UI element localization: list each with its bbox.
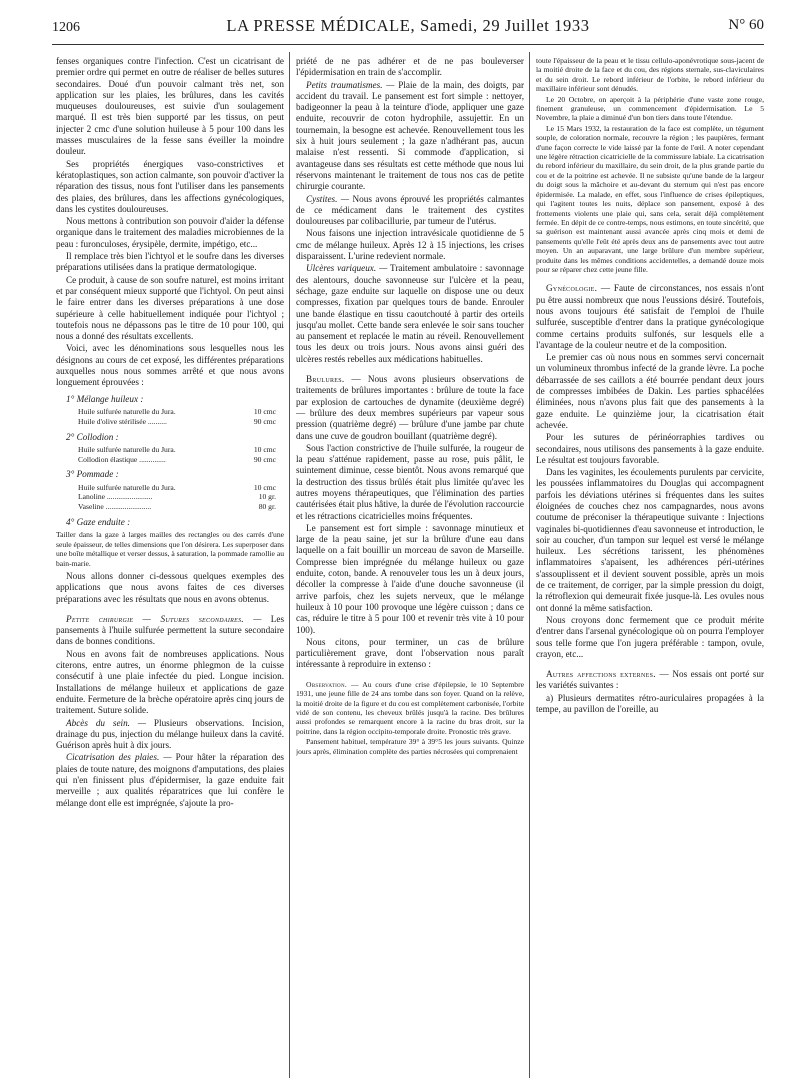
paragraph: Gynécologie. — Faute de circonstances, nos essais n'ont pu être aussi nombreux que nous l'eussions désiré. Toutefois, nous avons toujours été satisfait de l'emploi de l'huile sulfurée, susceptible d'entrer dans la pratique gynécologique comme certains produits sulfonés, sur lesquels elle a l'avantage de la couleur neutre et de la composition. xyxy=(536,283,764,350)
ingredient: Vaseline ........................ xyxy=(78,502,152,512)
column-2 xyxy=(296,56,524,1076)
paragraph: Ulcères variqueux. — Traitement ambulatoire : savonnage des alentours, douche savonneuse sur l'ulcère et la peau, séchage, gaze enduite sur laquelle on dispose une ou deux compresses, fixation par quelques tours de bande. Enrouler une bande élastique en tissu caoutchouté à partir des orteils jusqu'au mollet. Cette bande sera enlevée le soir sans toucher au pansement et replacée le matin au réveil. Renouvellement tous les deux ou trois jours. Nous avons ainsi guéri des ulcères restés rebelles aux médications habituelles. xyxy=(296,263,524,364)
formula-1 xyxy=(56,394,284,427)
paragraph: Brulures. — Nous avons plusieurs observations de traitements de brûlures importantes : brûlure de toute la face par explosion de cartouches de dynamite (deuxième degré) — brûlure des deux membres supérieurs par vapeur sous pression (quatrième degré) — brûlure d'une jambe par chute dans une cuve de goudron bouillant (quatrième degré). xyxy=(296,374,524,441)
quantity: 10 gr. xyxy=(258,492,276,502)
section-heading: Autres affections externes. — xyxy=(546,669,669,680)
formula-row xyxy=(56,502,284,512)
paragraph: Nous croyons donc fermement que ce produit mérite d'entrer dans l'arsenal gynécologique où on pourra l'employer sous telle forme que l'on jugera préférable : tampon, ovule, crayon, etc... xyxy=(536,614,764,659)
paragraph: Pansement habituel, température 39° à 39°5 les jours suivants. Quinze jours après, élimination complète des parties nécrosées qui comprenaient xyxy=(296,737,524,756)
paragraph: Le 20 Octobre, on aperçoit à la périphérie d'une vaste zone rouge, finement granuleuse, un commencement d'épidermisation. Le 5 Novembre, la plaie a diminué d'un bon tiers dans toute l'étendue. xyxy=(536,94,764,123)
paragraph: Nous mettons à contribution son pouvoir d'aider la défense organique dans le traitement des maladies microbiennes de la peau : furonculoses, érysipèle, dermite, impétigo, etc... xyxy=(56,216,284,249)
section-heading: Brulures. — xyxy=(306,374,362,385)
subsection-heading: Cicatrisation des plaies. — xyxy=(66,752,172,763)
masthead xyxy=(52,14,764,44)
paragraph: Sous l'action constrictive de l'huile sulfurée, la rougeur de la peau s'atténue rapidement, passe au rose, puis pâlit, le suintement diminue, cesse bientôt. Nous avons remarqué que la destruction des tissus brûlés était plus limitée qu'avec les autres moyens thérapeutiques, que l'élimination des parties cautérisées était plus hâtive, la durée de l'évolution raccourcie et les rétractions cicatricielles moins fréquentes. xyxy=(296,442,524,521)
formula-title: 4° Gaze enduite : xyxy=(66,517,131,528)
quantity: 80 gr. xyxy=(258,502,276,512)
paragraph: Ses propriétés énergiques vaso-constrictives et kératoplastiques, son action calmante, son pouvoir d'activer la réparation des tissus, nous font l'utiliser dans les pansements des plaies, des brûlures, dans les affections gynécologiques, dans les cystites douloureuses. xyxy=(56,158,284,214)
section-heading: Observation. — xyxy=(306,679,359,689)
formula-row xyxy=(56,492,284,502)
formula-row xyxy=(56,445,284,455)
quantity: 10 cmc xyxy=(253,444,276,454)
paragraph: Cystites. — Nous avons éprouvé les propriétés calmantes de ce médicament dans le traitement des cystites douloureuses par colibacillurie, par tumeur de l'utérus. xyxy=(296,193,524,227)
ingredient: Collodion élastique .............. xyxy=(78,454,166,464)
quantity: 10 cmc xyxy=(253,406,276,416)
column-3 xyxy=(536,56,764,1076)
subsection-heading: Petits traumatismes. — xyxy=(306,79,395,90)
paragraph: Abcès du sein. — Plusieurs observations. Incision, drainage du pus, injection du mélange huileux dans la cavité. Guérison après huit à dix jours. xyxy=(56,717,284,751)
paragraph: Autres affections externes. — Nos essais ont porté sur les variétés suivantes : xyxy=(536,669,764,691)
paragraph: Observation. — Au cours d'une crise d'épilepsie, le 10 Septembre 1931, une jeune fille de 24 ans tombe dans son foyer. Quand on la relève, la moitié droite de la figure et du cou est complètement carbonisée, l'orbite vidé de son contenu, les cheveux brûlés jusqu'à la racine. Des brûlures aussi profondes se remarquent encore à la racine du bras droit, sur la poitrine, dans la région occipito-temporale droite. Pronostic très grave. xyxy=(296,679,524,736)
paragraph: priété de ne pas adhérer et de ne pas bouleverser l'épidermisation en train de s'accomplir. xyxy=(296,56,524,78)
formula-title: 2° Collodion : xyxy=(66,431,119,442)
paragraph: Nous faisons une injection intravésicale quotidienne de 5 cmc de mélange huileux. Après 12 à 15 injections, les crises disparaissent. L'urine redevient normale. xyxy=(296,228,524,262)
subsection-heading: Abcès du sein. — xyxy=(66,717,147,728)
formula-title: 3° Pommade : xyxy=(66,469,119,480)
ingredient: Lanoline ........................ xyxy=(78,492,153,502)
paragraph: Nous allons donner ci-dessous quelques exemples des applications que nous avons faites de ces diverses préparations avec les résultats que nous en avons obtenus. xyxy=(56,571,284,604)
quantity: 90 cmc xyxy=(253,416,276,426)
header-rule xyxy=(52,44,764,45)
column-divider xyxy=(289,52,290,1078)
paragraph: Le 15 Mars 1932, la restauration de la face est complète, un tégument souple, de coloration normale, recouvre la région ; les paupières, fermant d'une façon correcte le vide laissé par la fonte de l'œil. A noter cependant une légère rétraction cicatricielle de la commissure labiale. La cicatrisation du rebord inférieur du maxillaire, du sein droit, de la plus grande partie du cou et de la poitrine est achevée. Il ne subsiste qu'une bande de la largeur du doigt sous la mâchoire et au-devant du sternum qui n'est pas encore épidermisée. La malade, en effet, sous l'influence de crises épileptiques, qui l'agitent toutes les nuits, déplace son pansement, exposé à des frottements violents une plaie qui, sans cela, serait déjà complètement fermée. En dépit de ce contre-temps, nous estimons, en toute sincérité, que sa guérison est maintenant aussi avancée après cinq mois et demi de pansements qu'elle l'eût été après deux ans de pansements avec tout autre moyen. Un an auparavant, une large brûlure d'un membre supérieur, produite dans les mêmes conditions accidentelles, a demandé douze mois pour se réparer chez cette jeune fille. xyxy=(536,123,764,274)
paragraph: a) Plusieurs dermatites rétro-auriculaires propagées à la tempe, au pavillon de l'oreille, au xyxy=(536,692,764,715)
subsection-heading: Cystites. — xyxy=(306,193,350,204)
ingredient: Huile sulfurée naturelle du Jura. xyxy=(78,444,176,454)
paragraph: Cicatrisation des plaies. — Pour hâter la réparation des plaies de toute nature, des moignons d'amputations, des plaies qui n'en finissent plus d'épidermiser, la gaze enduite fait merveille ; aux qualités réparatrices que lui confère le mélange dont elle est imprégnée, s'ajoute la pro- xyxy=(56,752,284,808)
formula-row xyxy=(56,407,284,417)
paragraph: Petite chirurgie — Sutures secondaires. — Les pansements à l'huile sulfurée permettent la suture secondaire dans de bonnes conditions. xyxy=(56,613,284,647)
formula-title: 1° Mélange huileux : xyxy=(66,393,144,404)
page-number: 1206 xyxy=(52,20,80,35)
ingredient: Huile sulfurée naturelle du Jura. xyxy=(78,482,176,492)
section-heading: Petite chirurgie — Sutures secondaires. — xyxy=(66,613,262,624)
formula-instructions: Tailler dans la gaze à larges mailles des rectangles ou des carrés d'une seule épaisseur, de telles dimensions que l'on désirera. Les superposer dans une boîte métallique et verser dessus, à saturation, la pommade ramollie au bain-marie. xyxy=(56,530,284,568)
paragraph: Le pansement est fort simple : savonnage minutieux et large de la peau saine, jet sur la brûlure d'une eau dans laquelle on a fait bouillir un morceau de savon de Marseille. Compresse bien imprégnée du mélange huileux ou gaze enduite, coton, bande. A renouveler tous les un à deux jours, décoller la compresse à l'aide d'une douche savonneuse (il arrive parfois, chez les sujets nerveux, que le mélange huileux à 10 pour 100 provoque une légère cuisson ; dans ce cas, réduire le titre à 5 pour 100 et revenir très vite à 10 pour 100). xyxy=(296,522,524,635)
quantity: 90 cmc xyxy=(253,454,276,464)
issue-number: N° 60 xyxy=(728,17,764,33)
formula-row xyxy=(56,455,284,465)
ingredient: Huile d'olive stérilisée .......... xyxy=(78,416,167,426)
paragraph: Pour les sutures de périnéorraphies tardives ou secondaires, nous utilisons des pansements à la gaze enduite. Le résultat est toujours favorable. xyxy=(536,432,764,465)
paragraph: fenses organiques contre l'infection. C'est un cicatrisant de premier ordre qui permet en outre de réaliser de belles sutures secondaires. Doué d'un pouvoir calmant très net, son application sur les plaies, les brûlures, dans les cavités muqueuses douloureuses, est suivie d'un soulagement marqué. Il est très bien supporté par les tissus, on peut injecter 2 cmc d'une solution huileuse à 5 pour 100 dans les masses musculaires de la fesse sans éveiller la moindre douleur. xyxy=(56,56,284,157)
formula-row xyxy=(56,417,284,427)
paragraph: Nous en avons fait de nombreuses applications. Nous citerons, entre autres, un énorme phlegmon de la cuisse consécutif à une plaie infectée du pied. Longue incision. Installations de mélange huileux et applications de gaze enduite. Fermeture de la brèche opératoire après cinq jours de traitement. Suture solide. xyxy=(56,648,284,716)
subsection-heading: Ulcères variqueux. — xyxy=(306,263,388,274)
paragraph: Voici, avec les dénominations sous lesquelles nous les désignons au cours de cet exposé, les différentes préparations auxquelles nous nous sommes arrêté et que nous avons longuement éprouvées : xyxy=(56,343,284,388)
column-divider xyxy=(529,52,530,1078)
section-heading: Gynécologie. — xyxy=(546,283,611,294)
formula-3 xyxy=(56,469,284,512)
paragraph: Petits traumatismes. — Plaie de la main, des doigts, par accident du travail. Le pansement est fort simple : nettoyer, badigeonner la peau à la teinture d'iode, appliquer une gaze enduite, recouvrir de coton hydrophile, assujettir. En un tournemain, la besogne est achevée. Renouvellement tous les six à huit jours seulement ; la gaze n'adhérant pas, aucun malaise n'est ressenti. Si commode d'application, si avantageuse dans ses résultats est cette méthode que nous lui réservons maintenant le traitement de tous nos cas de petite chirurgie courante. xyxy=(296,79,524,192)
quantity: 10 cmc xyxy=(253,482,276,492)
paragraph: Ce produit, à cause de son soufre naturel, est moins irritant et par conséquent mieux supporté que l'ichtyol. On peut ainsi le faire entrer dans les diverses préparations à une dose supérieure à celle habituellement indiquée pour l'ichtyol ; toutefois nous ne dépassons pas le titre de 10 pour 100, qui nous a donné des résultats excellents. xyxy=(56,274,284,342)
paragraph: Nous citons, pour terminer, un cas de brûlure particulièrement grave, dont l'observation nous paraît intéressante à reproduire in extenso : xyxy=(296,636,524,670)
paragraph: Dans les vaginites, les écoulements purulents par cervicite, les poussées inflammatoires du Douglas qui accompagnent parfois les déviations utérines si fréquentes dans les suites éloignées de couches chez nos campagnardes, nous avons coutume de préconiser la thérapeutique suivante : Injections vaginales bi-quotidiennes d'eau savonneuse et introduction, le soir au coucher, d'un tampon sur lequel est versé le mélange huileux. Les sécrétions tarissent, les phénomènes inflammatoires s'apaisent, les adhérences péri-utérines s'assouplissent et il devient souvent possible, après un mois de ce traitement, de corriger, par la simple pression du doigt, la rétroflexion qui demeurait fixée jusque-là. Les ovules nous ont donné la même satisfaction. xyxy=(536,467,764,613)
formula-4 xyxy=(56,517,284,568)
column-1 xyxy=(56,56,284,1076)
formula-row xyxy=(56,483,284,493)
paragraph: Il remplace très bien l'ichtyol et le soufre dans les diverses préparations utilisées dans la pratique dermatologique. xyxy=(56,251,284,273)
paragraph: toute l'épaisseur de la peau et le tissu cellulo-aponévrotique sous-jacent de la moitié droite de la face et du cou, des régions sternale, sus-claviculaires et du sein droit. Le rebord inférieur de l'orbite, le rebord inférieur du maxillaire inférieur sont dénudés. xyxy=(536,56,764,94)
ingredient: Huile sulfurée naturelle du Jura. xyxy=(78,406,176,416)
formula-2 xyxy=(56,432,284,465)
paragraph: Le premier cas où nous nous en sommes servi concernait un volumineux thrombus infecté de la grande lèvre. La poche débarrassée de ses caillots a été bourrée pendant deux jours de compresses imbibées de Dakin. Les parties sphacélées éliminées, nous n'avons plus fait que des pansements à la gaze enduite. Le quinzième jour, la cicatrisation était achevée. xyxy=(536,352,764,430)
journal-title: LA PRESSE MÉDICALE, Samedi, 29 Juillet 1933 xyxy=(226,16,590,35)
